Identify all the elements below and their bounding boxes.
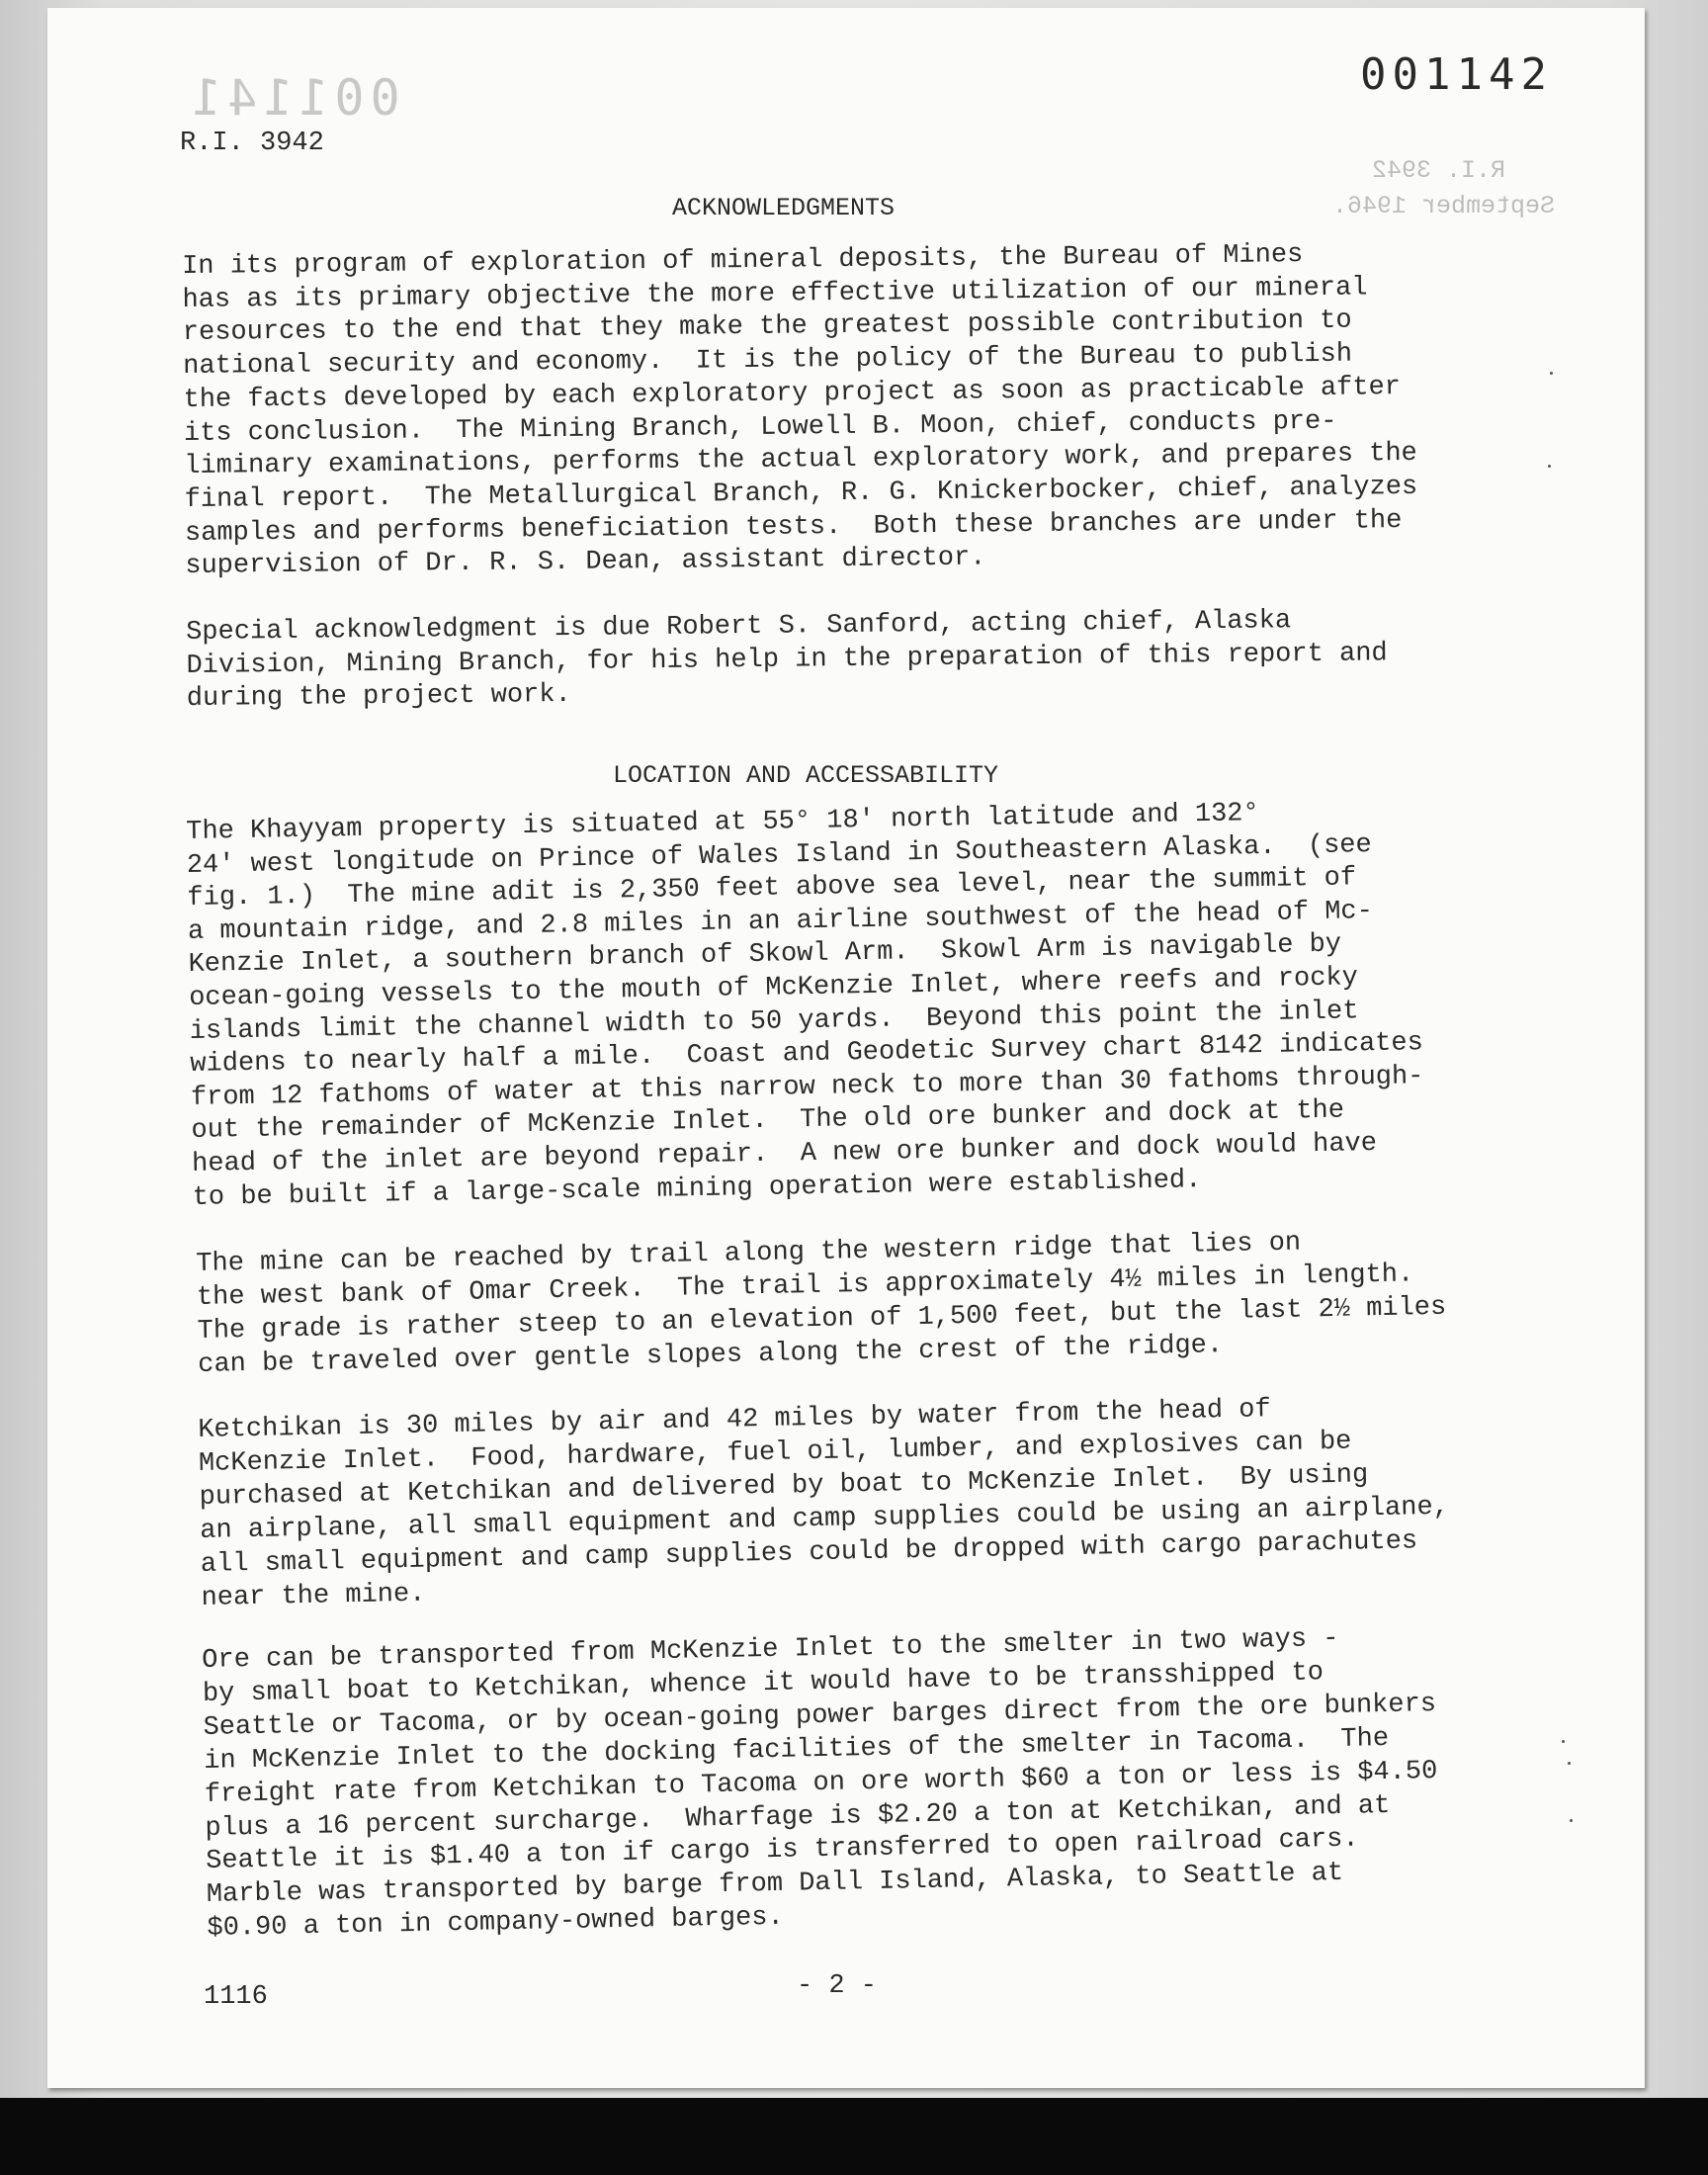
scan-speck [1570,1819,1573,1822]
paragraph-supplies: Ketchikan is 30 miles by air and 42 miles by water from the head of McKenzie Inlet. Food, hardware, fuel oil, lumber, and explosives can be purchased at Ketchikan and delivered by boat to McKenzie Inlet. By using an airplane, all small equipment and camp supplies could be using an airplane, all small equipment and camp supplies could be dropped with cargo parachutes near the mine. [198,1395,1450,1613]
scan-speck [1548,465,1551,468]
footer-serial: 1116 [204,1982,268,2012]
heading-location: LOCATION AND ACCESSABILITY [613,761,999,790]
report-reference: R.I. 3942 [180,129,324,158]
scan-speck [1562,1740,1565,1743]
paragraph-ore-transport: Ore can be transported from McKenzie Inlet to the smelter in two ways - by small boat to Ketchikan, whence it would have to be transshipped to Seattle or Tacoma, or by ocean-going power barges direct from the ore bunkers in McKenzie Inlet to the docking facilities of the smelter in Tacoma. The freight rate from Ketchikan to Tacoma on ore worth $60 a ton or less is $4.50 plus a 16 percent surcharge. Wharfage is $2.20 a ton at Ketchikan, and at Seattle it is $1.40 a ton if cargo is transferred to open railroad cars. Marble was transported by barge from Dall Island, Alaska, to Seattle at $0.90 a ton in company-owned barges. [202,1623,1438,1945]
scan-speck [1550,372,1553,375]
bleed-through-doc-ref: R.I. 3942 [1372,156,1506,185]
page-serial-number: 001142 [1360,49,1553,100]
footer-page-label: - 2 - [797,1971,878,2001]
paragraph-location: The Khayyam property is situated at 55° 18' north latitude and 132° 24' west longitude on Prince of Wales Island in Southeastern Alaska. (see fig. 1.) The mine adit is 2,350 feet above sea level, near the summit of a mountain ridge, and 2.8 miles in an airline southwest of the head of Mc- Kenzie Inlet, a southern branch of Skowl Arm. Skowl Arm is navigable by ocean-going vessels to the mouth of McKenzie Inlet, where reefs and rocky islands limit the channel width to 50 yards. Beyond this point the inlet widens to nearly half a mile. Coast and Geodetic Survey chart 8142 indicates from 12 fathoms of water at this narrow neck to more than 30 fathoms through- out the remainder of McKenzie Inlet. The old ore bunker and dock at the head of the inlet are beyond repair. A new ore bunker and dock would have to be built if a large-scale mining operation were established. [186,799,1424,1213]
scan-speck [1568,1762,1571,1765]
heading-acknowledgments: ACKNOWLEDGMENTS [672,194,896,222]
bleed-through-page-number: 001141 [186,69,400,127]
paragraph-acknowledgments: In its program of exploration of mineral deposits, the Bureau of Mines has as its primary objective the more effective utilization of our mineral resources to the end that they make the greatest possible contribution to national security and economy. It is the policy of the Bureau to publish the facts developed by each exploratory project as soon as practicable after its conclusion. The Mining Branch, Lowell B. Moon, chief, conducts pre- liminary examinations, performs the actual exploratory work, and prepares the final report. The Metallurgical Branch, R. G. Knickerbocker, chief, analyzes samples and performs beneficiation tests. Both these branches are under the supervision of Dr. R. S. Dean, assistant director. [182,240,1418,582]
paragraph-trail-access: The mine can be reached by trail along the western ridge that lies on the west bank of Omar Creek. The trail is approximately 4½ miles in length. The grade is rather steep to an elevation of 1,500 feet, but the last 2½ miles can be traveled over gentle slopes along the crest of the ridge. [196,1228,1447,1380]
paragraph-special-acknowledgment: Special acknowledgment is due Robert S. Sanford, acting chief, Alaska Division, Mining Branch, for his help in the preparation of this report and during the project work. [186,606,1388,715]
scanner-edge [0,2098,1708,2175]
bleed-through-date: September 1946. [1332,192,1556,220]
